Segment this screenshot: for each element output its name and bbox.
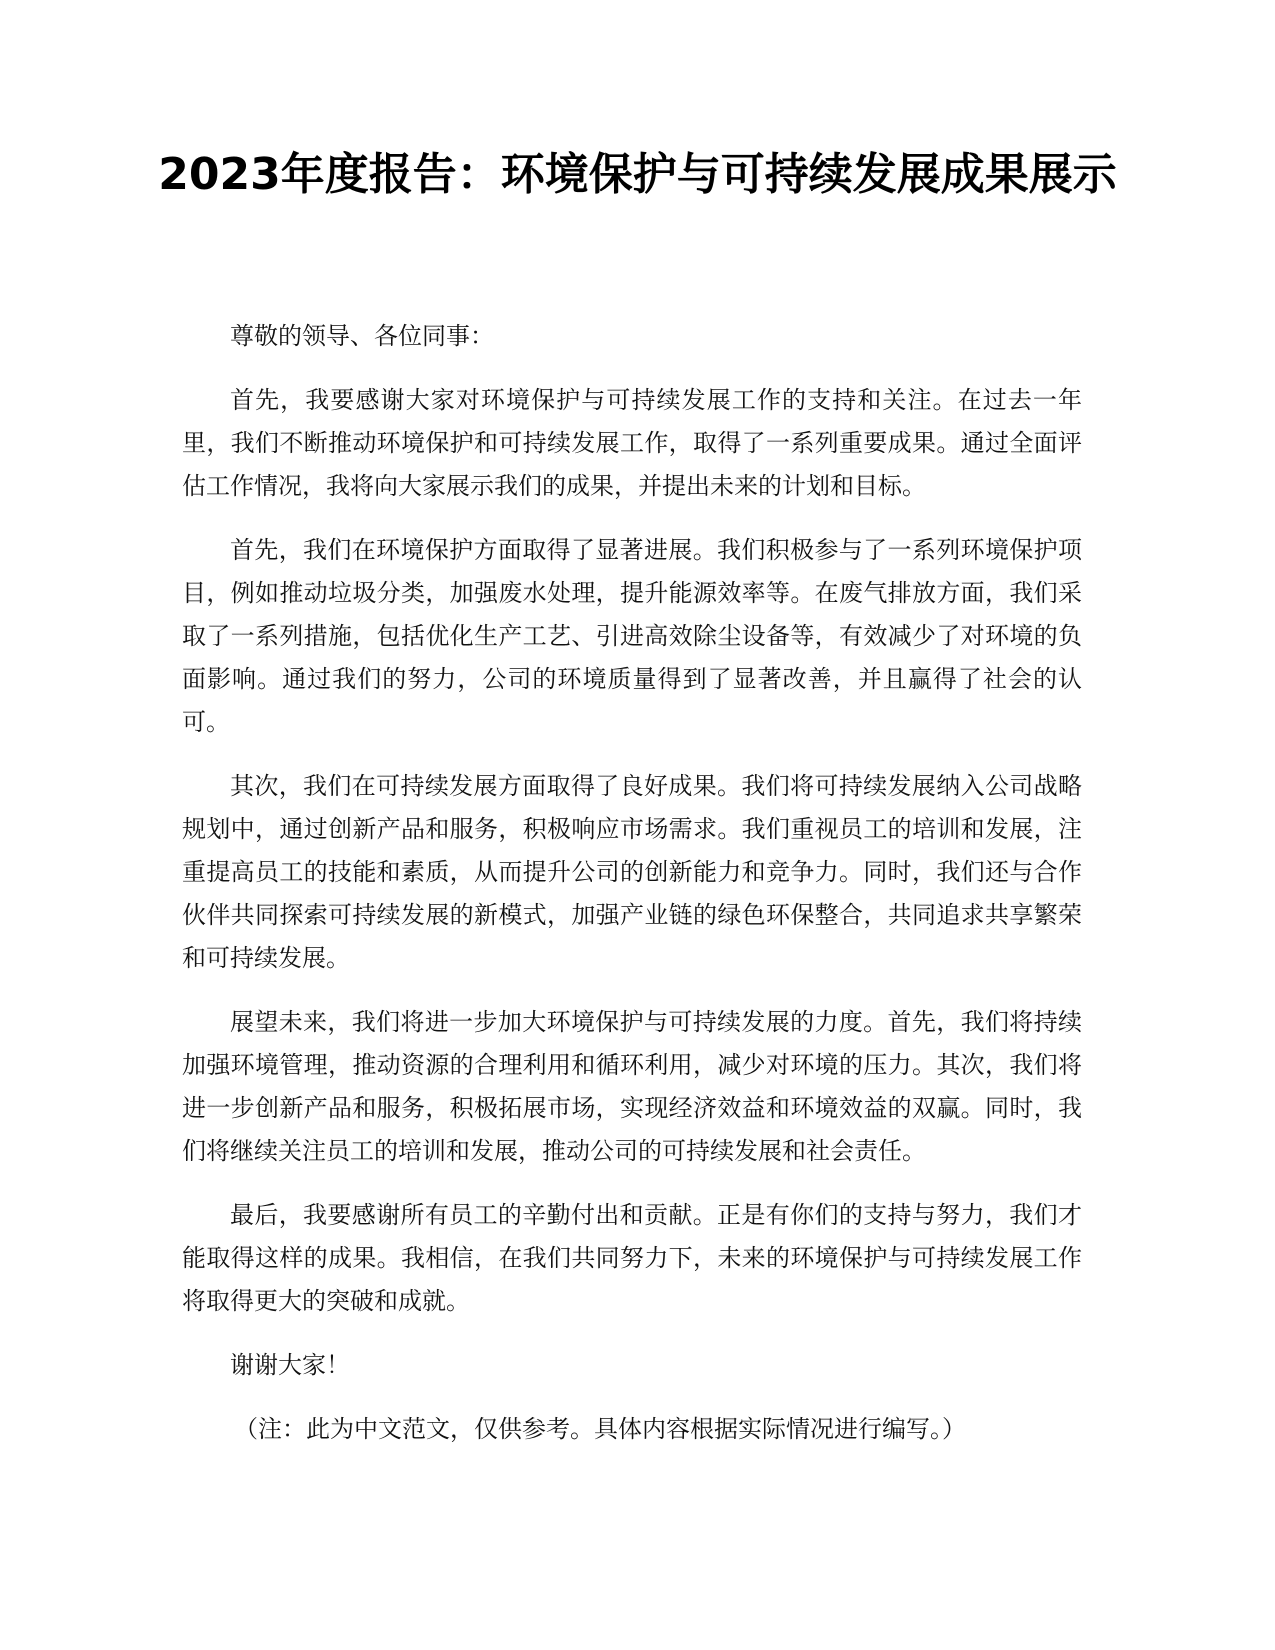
body-paragraph-2: 首先，我们在环境保护方面取得了显著进展。我们积极参与了一系列环境保护项目，例如推动垃圾分类，加强废水处理，提升能源效率等。在废气排放方面，我们采取了一系列措施，包括优化生产工艺、引进高效除尘设备等，有效减少了对环境的负面影响。通过我们的努力，公司的环境质量得到了显著改善，并且赢得了社会的认可。 — [182, 536, 1082, 736]
body-paragraph-1: 首先，我要感谢大家对环境保护与可持续发展工作的支持和关注。在过去一年里，我们不断推动环境保护和可持续发展工作，取得了一系列重要成果。通过全面评估工作情况，我将向大家展示我们的成果，并提出未来的计划和目标。 — [182, 386, 1082, 500]
greeting-paragraph: 尊敬的领导、各位同事： — [230, 322, 494, 350]
body-paragraph-4: 展望未来，我们将进一步加大环境保护与可持续发展的力度。首先，我们将持续加强环境管理，推动资源的合理利用和循环利用，减少对环境的压力。其次，我们将进一步创新产品和服务，积极拓展市场，实现经济效益和环境效益的双赢。同时，我们将继续关注员工的培训和发展，推动公司的可持续发展和社会责任。 — [182, 1008, 1082, 1165]
closing-paragraph: 谢谢大家！ — [230, 1351, 350, 1379]
body-paragraph-5: 最后，我要感谢所有员工的辛勤付出和贡献。正是有你们的支持与努力，我们才能取得这样的成果。我相信，在我们共同努力下，未来的环境保护与可持续发展工作将取得更大的突破和成就。 — [182, 1201, 1082, 1315]
body-paragraph-3: 其次，我们在可持续发展方面取得了良好成果。我们将可持续发展纳入公司战略规划中，通过创新产品和服务，积极响应市场需求。我们重视员工的培训和发展，注重提高员工的技能和素质，从而提升公司的创新能力和竞争力。同时，我们还与合作伙伴共同探索可持续发展的新模式，加强产业链的绿色环保整合，共同追求共享繁荣和可持续发展。 — [182, 772, 1082, 972]
document-body — [182, 315, 1082, 1472]
note-paragraph: （注：此为中文范文，仅供参考。具体内容根据实际情况进行编写。） — [234, 1415, 966, 1443]
document-title: 2023年度报告：环境保护与可持续发展成果展示 — [158, 149, 1117, 200]
